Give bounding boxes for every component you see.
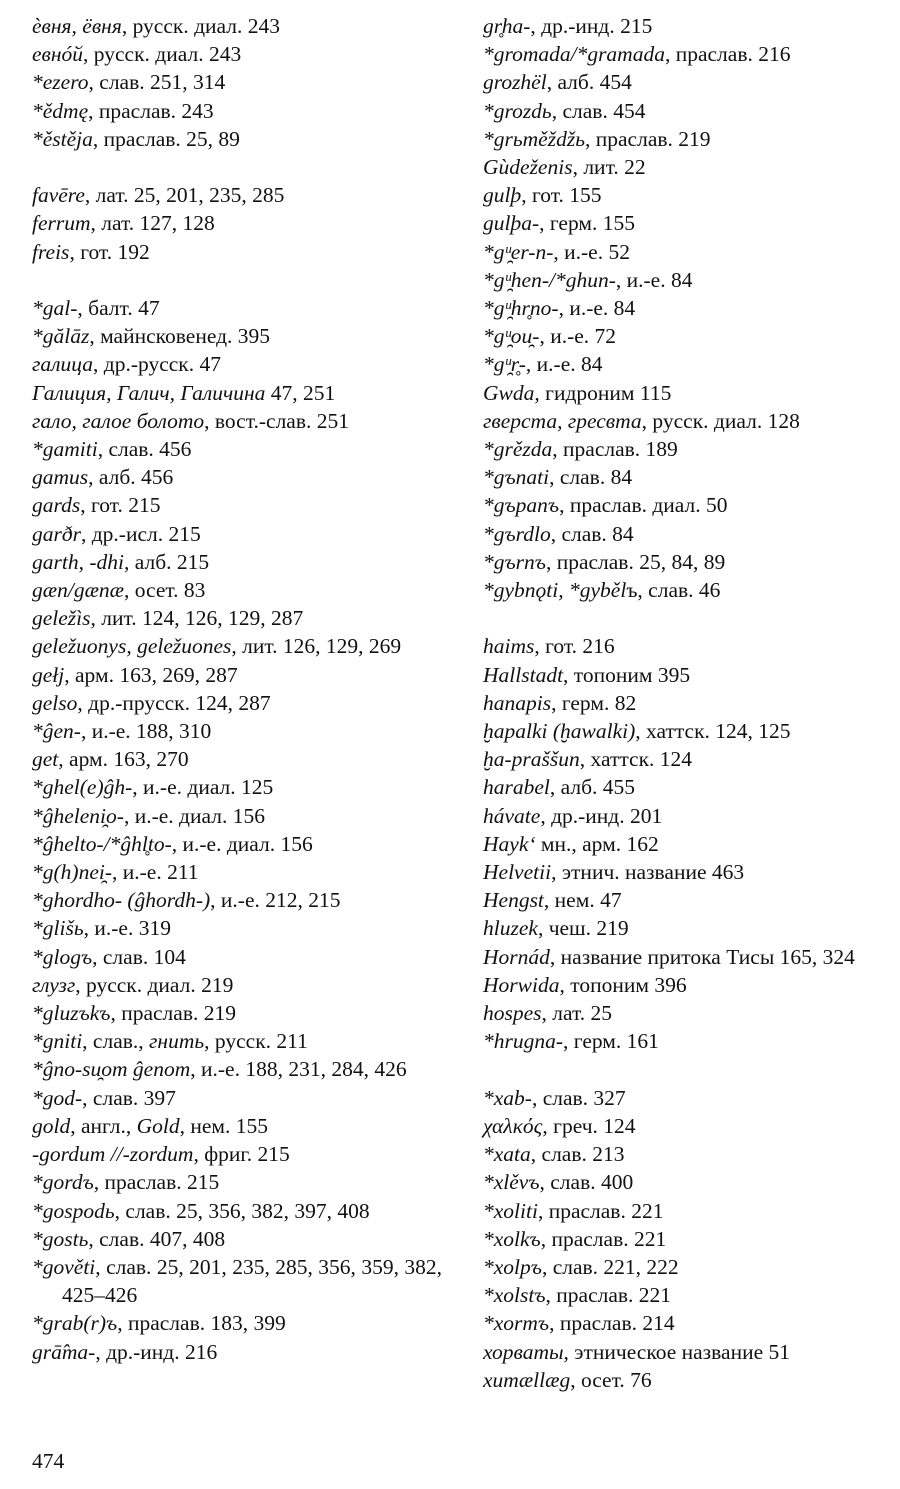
index-entry: [32, 1225, 442, 1253]
headword: xumællæg: [483, 1367, 571, 1392]
headword: hávate: [483, 803, 541, 828]
index-entry: [32, 181, 442, 209]
reference: , греч. 124: [542, 1113, 636, 1138]
index-entry: [483, 689, 878, 717]
reference: , др.-инд. 216: [95, 1339, 218, 1364]
reference: , слав. 104: [92, 944, 186, 969]
headword: *xolkъ: [483, 1226, 541, 1251]
headword: *gᵘ̯er-n-: [483, 239, 554, 264]
headword: èвня, ёвня: [32, 14, 122, 38]
reference: , лит. 126, 129, 269: [231, 634, 402, 659]
reference: , топоним 395: [563, 662, 691, 687]
reference: , русск. диал. 128: [641, 408, 800, 433]
headword: галица: [32, 352, 94, 377]
headword: *ghordho- (ĝhordh-): [32, 888, 211, 913]
headword: *xolstъ: [483, 1283, 546, 1308]
index-entry: [483, 1281, 878, 1309]
reference: , и.-е. диал. 125: [132, 775, 274, 800]
headword: *hrugna-: [483, 1029, 564, 1054]
group-gap: [483, 1056, 878, 1084]
headword: *gᵘ̯r̥-: [483, 352, 526, 377]
reference: , балт. 47: [77, 296, 160, 320]
headword: gr̥ha-: [483, 14, 531, 38]
index-entry: [32, 717, 442, 745]
reference: , гидроним 115: [534, 380, 672, 405]
index-entry: [32, 1055, 442, 1083]
reference: , праслав. 243: [88, 98, 214, 123]
headword: *gᵘ̯hr̥no-: [483, 296, 559, 321]
reference: , др.-прусск. 124, 287: [77, 690, 271, 715]
reference: , слав. 454: [551, 98, 646, 123]
reference: , слав. 400: [539, 1170, 634, 1195]
index-entry: [483, 12, 878, 40]
index-entry: [483, 97, 878, 125]
headword-2: Gold: [136, 1113, 180, 1138]
reference: , лат. 127, 128: [90, 211, 215, 236]
reference: , и.-е. диал. 156: [123, 803, 265, 828]
headword: Gùdeženis: [483, 155, 573, 180]
index-entry: [32, 661, 442, 689]
headword: *gordъ: [32, 1170, 94, 1195]
reference: , арм. 163, 269, 287: [64, 662, 238, 687]
reference: , осет. 76: [570, 1367, 652, 1392]
reference: , русск. диал. 243: [121, 14, 280, 38]
index-entry: [483, 661, 878, 689]
reference: , и.-е. 211: [112, 860, 199, 885]
reference: , лат. 25: [541, 1001, 613, 1026]
headword: gæn/gænæ: [32, 578, 124, 603]
headword: *xata: [483, 1142, 531, 1167]
index-entry: [483, 209, 878, 237]
index-entry: [483, 350, 878, 378]
headword: Horwida: [483, 972, 560, 997]
headword: *gъpanъ: [483, 493, 560, 518]
reference: , слав. 456: [97, 437, 192, 462]
headword: garðr: [32, 521, 81, 546]
index-entry: [483, 1027, 878, 1055]
reference: , слав. 221, 222: [541, 1254, 679, 1279]
index-entry: [483, 125, 878, 153]
reference: , русск. диал. 243: [83, 42, 242, 67]
headword: *gal-: [32, 296, 78, 320]
headword: χαλκός: [483, 1113, 543, 1138]
index-entry: [32, 12, 442, 40]
index-entry: [483, 548, 878, 576]
index-entry: [483, 407, 878, 435]
headword: *ĝen-: [32, 719, 81, 744]
headword: *ĝno-su̯om ĝenom: [32, 1057, 191, 1082]
index-entry: [32, 379, 442, 407]
headword: хорваты: [483, 1339, 564, 1364]
reference: , праслав. 25, 84, 89: [545, 549, 726, 574]
index-entry: [483, 1225, 878, 1253]
headword: *glogъ: [32, 944, 93, 969]
index-entry: [32, 294, 442, 322]
reference: , праслав. 214: [549, 1311, 675, 1336]
headword: *gostь: [32, 1226, 89, 1251]
headword: *gniti: [32, 1029, 83, 1054]
reference: , др.-инд. 201: [540, 803, 663, 828]
index-entry: [32, 1197, 442, 1225]
index-entry: [32, 520, 442, 548]
reference: 47, 251: [265, 380, 336, 405]
index-entry: [32, 830, 442, 858]
reference: , название притока Тисы 165, 324: [549, 944, 855, 969]
headword: hanapis: [483, 690, 552, 715]
reference: , гот. 216: [534, 634, 615, 659]
headword: -gordum //-zordum: [32, 1142, 194, 1167]
headword: *xlěvъ: [483, 1170, 540, 1195]
headword: geležìs: [32, 606, 91, 631]
reference: , гот. 192: [69, 239, 150, 264]
index-entry: [483, 858, 878, 886]
reference: , др.-инд. 215: [530, 14, 653, 38]
reference: , слав. 84: [549, 465, 633, 490]
reference: , праслав. 189: [552, 437, 678, 462]
index-entry: [32, 604, 442, 632]
headword: Hengst: [483, 888, 544, 913]
index-entry: [32, 1309, 442, 1337]
reference: , слав. 25, 356, 382, 397, 408: [114, 1198, 370, 1223]
headword: *ezero: [32, 70, 89, 95]
reference: , гот. 155: [521, 183, 602, 208]
headword: gamus: [32, 465, 89, 490]
headword: favēre: [32, 183, 85, 208]
reference: , герм. 155: [539, 211, 635, 236]
reference: , алб. 215: [123, 549, 210, 574]
headword: *gověti: [32, 1254, 96, 1279]
index-entry: [32, 971, 442, 999]
index-entry: [32, 858, 442, 886]
reference: , и.-е. 84: [558, 296, 636, 321]
index-entry: [483, 717, 878, 745]
index-entry: [483, 745, 878, 773]
headword: *grězda: [483, 437, 553, 462]
headword: get: [32, 747, 59, 772]
headword: глузг: [32, 972, 76, 997]
reference: ъ, слав. 46: [626, 578, 721, 603]
reference: , хаттск. 124: [579, 747, 693, 772]
reference: , праслав. 215: [93, 1170, 220, 1195]
headword-2: гнить: [149, 1029, 205, 1054]
index-entry: [483, 181, 878, 209]
headword: gulþa-: [483, 211, 540, 236]
index-entry: [483, 1084, 878, 1112]
reference: мн., арм. 162: [535, 831, 659, 856]
reference: , и.-е. 212, 215: [210, 888, 341, 913]
headword: ḫapalki (ḫawalki): [483, 719, 636, 744]
index-entry: [483, 322, 878, 350]
index-column-left: [32, 12, 442, 1366]
headword: gelso: [32, 690, 78, 715]
reference: , герм. 82: [551, 690, 637, 715]
reference: , слав. 213: [530, 1142, 625, 1167]
reference: , алб. 456: [88, 465, 174, 490]
group-gap: [32, 266, 442, 294]
reference: , осет. 83: [124, 578, 206, 603]
index-entry: [483, 1168, 878, 1196]
reference: , и.-е. 319: [83, 916, 171, 941]
headword: *gromada/*gramada: [483, 42, 665, 67]
index-entry: [483, 294, 878, 322]
headword: *ĝheleni̯o-: [32, 803, 124, 828]
reference: , др.-исл. 215: [80, 521, 201, 546]
reference: , англ.,: [70, 1113, 137, 1138]
headword: freis: [32, 239, 70, 264]
index-entry: [483, 632, 878, 660]
headword: *g(h)nei̯-: [32, 860, 112, 885]
reference: , фриг. 215: [193, 1142, 290, 1167]
headword: grozhël: [483, 70, 547, 95]
index-entry: [483, 1112, 878, 1140]
headword: *gъnati: [483, 465, 550, 490]
headword: hospes: [483, 1001, 542, 1026]
headword: Gwda: [483, 380, 535, 405]
index-entry: [32, 914, 442, 942]
headword: gełj: [32, 662, 65, 687]
reference: , этническое название 51: [563, 1339, 791, 1364]
headword: Hornád: [483, 944, 550, 969]
reference: , русск. диал. 219: [75, 972, 234, 997]
index-entry: [32, 1253, 442, 1309]
headword: Hayk‘: [483, 831, 536, 856]
headword: ferrum: [32, 211, 91, 236]
index-entry: [483, 1253, 878, 1281]
reference: , лат. 25, 201, 235, 285: [84, 183, 285, 208]
index-entry: [483, 1309, 878, 1337]
reference: , майнсковенед. 395: [89, 324, 271, 349]
headword: Галиция, Галич, Галичина: [32, 380, 266, 405]
index-entry: [483, 830, 878, 858]
headword: *ĝhelto-/*ĝhl̥to-: [32, 831, 172, 856]
index-entry: [32, 238, 442, 266]
headword: *gъrnъ: [483, 549, 546, 574]
index-entry: [483, 971, 878, 999]
index-entry: [483, 68, 878, 96]
index-entry: [483, 463, 878, 491]
index-entry: [483, 266, 878, 294]
index-entry: [32, 773, 442, 801]
reference: , и.-е. 84: [525, 352, 603, 377]
headword: haims: [483, 634, 535, 659]
reference: , слав. 25, 201, 235, 285, 356, 359, 382, 425–426: [62, 1254, 442, 1308]
reference: , праслав. 219: [110, 1001, 236, 1026]
headword: ḫa-praššun: [483, 747, 580, 772]
index-entry: [32, 1168, 442, 1196]
index-entry: [483, 238, 878, 266]
index-column-right: [483, 12, 878, 1394]
reference: , праслав. 219: [585, 126, 711, 151]
reference: , праслав. диал. 50: [559, 493, 728, 518]
index-entry: [483, 520, 878, 548]
headword: *ěstěja: [32, 126, 93, 151]
index-entry: [32, 548, 442, 576]
headword: *gybnǫti, *gyběl: [483, 578, 627, 603]
index-entry: [32, 68, 442, 96]
reference: , герм. 161: [563, 1029, 659, 1054]
headword: *xoliti: [483, 1198, 538, 1223]
index-entry: [483, 40, 878, 68]
reference: , нем. 47: [543, 888, 622, 913]
headword: *gălāz: [32, 324, 90, 349]
reference: , арм. 163, 270: [58, 747, 189, 772]
index-entry: [32, 322, 442, 350]
headword: Hallstadt: [483, 662, 564, 687]
index-entry: [32, 1112, 442, 1140]
headword: harabel: [483, 775, 550, 800]
page-number: 474: [32, 1449, 65, 1473]
index-entry: [32, 1027, 442, 1055]
headword: geležuonys, geležuones: [32, 634, 232, 659]
index-entry: [32, 886, 442, 914]
headword: *ědmę: [32, 98, 89, 123]
index-entry: [32, 943, 442, 971]
headword: гало, галое болото: [32, 408, 205, 433]
headword: hluzek: [483, 916, 538, 941]
index-entry: [483, 943, 878, 971]
headword: *gᵘ̯ou̯-: [483, 324, 540, 349]
reference: , и.-е. 52: [553, 239, 630, 264]
index-entry: [32, 435, 442, 463]
reference: , праслав. 25, 89: [92, 126, 240, 151]
reference: , слав.,: [82, 1029, 150, 1054]
reference: , праслав. 221: [545, 1283, 672, 1308]
headword: *grьměždžь: [483, 126, 585, 151]
reference: , др.-русск. 47: [93, 352, 222, 377]
index-entry: [483, 886, 878, 914]
group-gap: [32, 153, 442, 181]
index-entry: [32, 802, 442, 830]
index-entry: [483, 379, 878, 407]
index-entry: [32, 40, 442, 68]
reference: , праслав. 221: [540, 1226, 667, 1251]
index-entry: [483, 153, 878, 181]
reference: , слав. 397: [82, 1085, 176, 1110]
headword: *god-: [32, 1085, 83, 1110]
reference: , этнич. название 463: [551, 860, 745, 885]
reference: , вост.-слав. 251: [204, 408, 350, 433]
reference: , праслав. 221: [537, 1198, 664, 1223]
index-entry: [32, 1338, 442, 1366]
index-entry: [483, 1197, 878, 1225]
index-entry: [32, 1140, 442, 1168]
reference: , слав. 327: [531, 1085, 626, 1110]
headword: Helvetii: [483, 860, 552, 885]
headword: garth, -dhi: [32, 549, 124, 574]
index-entry: [32, 999, 442, 1027]
index-entry: [32, 632, 442, 660]
reference: , лит. 22: [572, 155, 646, 180]
reference: , праслав. 216: [664, 42, 791, 67]
reference: , алб. 454: [546, 70, 632, 95]
headword: *xormъ: [483, 1311, 550, 1336]
headword: *xab-: [483, 1085, 532, 1110]
headword: *gospodь: [32, 1198, 115, 1223]
reference: , и.-е. 188, 310: [80, 719, 212, 744]
index-entry: [483, 1140, 878, 1168]
headword: *gamiti: [32, 437, 98, 462]
index-entry: [483, 773, 878, 801]
index-entry: [483, 802, 878, 830]
index-entry: [32, 209, 442, 237]
reference: , алб. 455: [549, 775, 636, 800]
index-entry: [483, 914, 878, 942]
reference: , слав. 251, 314: [88, 70, 226, 95]
reference: , слав. 84: [550, 521, 634, 546]
reference: , и.-е. 72: [539, 324, 617, 349]
index-entry: [32, 689, 442, 717]
index-entry: [32, 407, 442, 435]
index-entry: [32, 97, 442, 125]
index-entry: [32, 1084, 442, 1112]
reference: , и.-е. диал. 156: [171, 831, 313, 856]
reference: , топоним 396: [559, 972, 687, 997]
headword: *grozdь: [483, 98, 552, 123]
headword: *gluzъkъ: [32, 1001, 111, 1026]
reference: , и.-е. 84: [615, 267, 693, 292]
index-entry: [483, 1338, 878, 1366]
reference: , праслав. 183, 399: [117, 1311, 286, 1336]
headword: gards: [32, 493, 81, 518]
headword: *gᵘ̯hen-/*ghun-: [483, 267, 616, 292]
reference: , хаттск. 124, 125: [635, 719, 791, 744]
reference: , гот. 215: [80, 493, 161, 518]
index-entry: [32, 350, 442, 378]
reference: , лит. 124, 126, 129, 287: [90, 606, 304, 631]
index-entry: [483, 491, 878, 519]
index-entry: [32, 125, 442, 153]
headword: *xolpъ: [483, 1254, 542, 1279]
index-entry: [32, 463, 442, 491]
index-entry: [483, 999, 878, 1027]
group-gap: [483, 604, 878, 632]
headword: *gъrdlo: [483, 521, 551, 546]
reference: , слав. 407, 408: [88, 1226, 226, 1251]
headword: gulþ: [483, 183, 522, 208]
reference-2: , русск. 211: [204, 1029, 308, 1054]
reference: , чеш. 219: [537, 916, 629, 941]
headword: гверста, гресвта: [483, 408, 642, 433]
headword: *ghel(e)ĝh-: [32, 775, 133, 800]
index-entry: [32, 491, 442, 519]
reference: , и.-е. 188, 231, 284, 426: [190, 1057, 407, 1082]
index-entry: [483, 576, 878, 604]
index-entry: [483, 435, 878, 463]
index-entry: [32, 576, 442, 604]
headword: *glišь: [32, 916, 84, 941]
headword: *grab(r)ъ: [32, 1311, 118, 1336]
index-entry: [32, 745, 442, 773]
headword: евнóй: [32, 42, 84, 67]
headword: gold: [32, 1113, 71, 1138]
index-entry: [483, 1366, 878, 1394]
reference-2: , нем. 155: [179, 1113, 269, 1138]
headword: grā̂ma-: [32, 1339, 96, 1364]
